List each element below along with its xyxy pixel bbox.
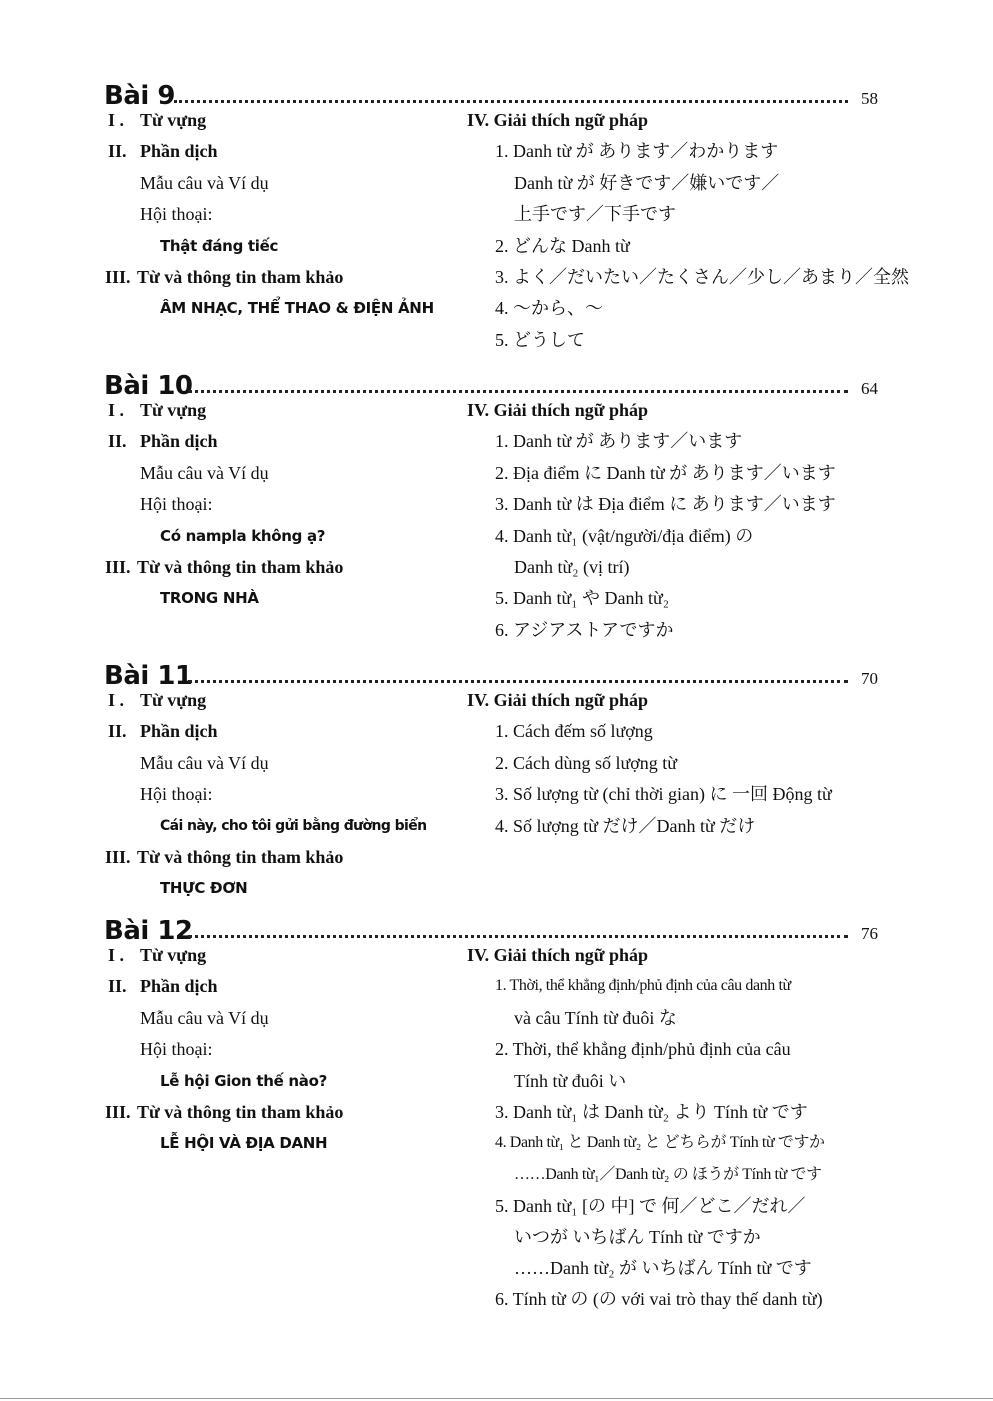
reference-topic: THỰC ĐƠN bbox=[160, 879, 248, 897]
grammar-item: 4. ～から、～ bbox=[495, 298, 603, 318]
grammar-item: Tính từ đuôi い bbox=[514, 1071, 627, 1091]
section-vocabulary: I . Từ vựng bbox=[108, 945, 207, 965]
conversation-label: Hội thoại: bbox=[140, 494, 213, 514]
section-vocabulary: I . Từ vựng bbox=[108, 400, 207, 420]
grammar-item: ……Danh từ₁／Danh từ₂ の ほうが Tính từ です bbox=[514, 1166, 822, 1183]
leader-dots bbox=[188, 680, 848, 683]
grammar-item: 4. Danh từ₁ (vật/người/địa điểm) の bbox=[495, 526, 754, 546]
leader-dots bbox=[174, 100, 848, 103]
page-number: 64 bbox=[861, 379, 878, 398]
grammar-header: IV. Giải thích ngữ pháp bbox=[467, 690, 649, 710]
conversation-title: Thật đáng tiếc bbox=[160, 237, 279, 255]
grammar-item: 1. Cách đếm số lượng bbox=[495, 721, 653, 741]
grammar-header: IV. Giải thích ngữ pháp bbox=[467, 945, 649, 965]
grammar-item: và câu Tính từ đuôi な bbox=[514, 1008, 677, 1028]
section-reference: III. Từ và thông tin tham khảo bbox=[105, 847, 344, 867]
grammar-item: 5. どうして bbox=[495, 330, 585, 350]
section-translation: II. Phần dịch bbox=[108, 976, 218, 996]
grammar-item: 3. Số lượng từ (chỉ thời gian) に 一回 Động từ bbox=[495, 784, 832, 804]
sentence-patterns: Mẫu câu và Ví dụ bbox=[140, 463, 269, 483]
conversation-title: Có nampla không ạ? bbox=[160, 527, 326, 545]
section-translation: II. Phần dịch bbox=[108, 431, 218, 451]
sentence-patterns: Mẫu câu và Ví dụ bbox=[140, 173, 269, 193]
section-reference: III. Từ và thông tin tham khảo bbox=[105, 557, 344, 577]
section-reference: III. Từ và thông tin tham khảo bbox=[105, 267, 344, 287]
bottom-rule bbox=[0, 1398, 993, 1399]
grammar-item: 3. Danh từ は Địa điểm に あります／います bbox=[495, 494, 836, 514]
grammar-item: 上手です／下手です bbox=[514, 204, 676, 224]
sentence-patterns: Mẫu câu và Ví dụ bbox=[140, 1008, 269, 1028]
grammar-header: IV. Giải thích ngữ pháp bbox=[467, 400, 649, 420]
grammar-item: 2. どんな Danh từ bbox=[495, 236, 630, 256]
grammar-header: IV. Giải thích ngữ pháp bbox=[467, 110, 649, 130]
grammar-item: ……Danh từ₂ が いちばん Tính từ です bbox=[514, 1258, 812, 1278]
reference-topic: LỄ HỘI VÀ ĐỊA DANH bbox=[160, 1134, 328, 1152]
page-number: 58 bbox=[861, 89, 878, 108]
grammar-item: 1. Danh từ が あります／わかります bbox=[495, 141, 779, 161]
reference-topic: ÂM NHẠC, THỂ THAO & ĐIỆN ẢNH bbox=[160, 299, 434, 317]
grammar-item: 4. Số lượng từ だけ／Danh từ だけ bbox=[495, 816, 756, 836]
reference-topic: TRONG NHÀ bbox=[160, 589, 259, 607]
sentence-patterns: Mẫu câu và Ví dụ bbox=[140, 753, 269, 773]
page-number: 76 bbox=[861, 924, 878, 943]
lesson-title: Bài 9 bbox=[104, 81, 175, 111]
grammar-item: Danh từ₂ (vị trí) bbox=[514, 557, 630, 577]
grammar-item: 2. Địa điểm に Danh từ が あります／います bbox=[495, 463, 836, 483]
lesson-title: Bài 10 bbox=[104, 371, 193, 401]
page-number: 70 bbox=[861, 669, 878, 688]
section-translation: II. Phần dịch bbox=[108, 721, 218, 741]
conversation-title: Lễ hội Gion thế nào? bbox=[160, 1072, 328, 1090]
conversation-label: Hội thoại: bbox=[140, 1039, 213, 1059]
section-translation: II. Phần dịch bbox=[108, 141, 218, 161]
grammar-item: 3. よく／だいたい／たくさん／少し／あまり／全然 bbox=[495, 267, 909, 287]
conversation-label: Hội thoại: bbox=[140, 784, 213, 804]
grammar-item: 4. Danh từ₁ と Danh từ₂ と どちらが Tính từ ですか bbox=[495, 1134, 825, 1151]
grammar-item: 5. Danh từ₁ や Danh từ₂ bbox=[495, 588, 670, 608]
grammar-item: 1. Danh từ が あります／います bbox=[495, 431, 743, 451]
section-vocabulary: I . Từ vựng bbox=[108, 690, 207, 710]
grammar-item: Danh từ が 好きです／嫌いです／ bbox=[514, 173, 780, 193]
section-reference: III. Từ và thông tin tham khảo bbox=[105, 1102, 344, 1122]
leader-dots bbox=[188, 390, 848, 393]
leader-dots bbox=[188, 935, 848, 938]
lesson-title: Bài 12 bbox=[104, 916, 193, 946]
grammar-item: 6. アジアストアですか bbox=[495, 620, 674, 640]
grammar-item: 1. Thời, thể khẳng định/phủ định của câu danh từ bbox=[495, 977, 791, 994]
conversation-title: Cái này, cho tôi gửi bằng đường biển bbox=[160, 818, 427, 834]
grammar-item: 2. Cách dùng số lượng từ bbox=[495, 753, 678, 773]
conversation-label: Hội thoại: bbox=[140, 204, 213, 224]
grammar-item: いつが いちばん Tính từ ですか bbox=[514, 1227, 761, 1247]
grammar-item: 5. Danh từ₁ [の 中] で 何／どこ／だれ／ bbox=[495, 1196, 806, 1216]
section-vocabulary: I . Từ vựng bbox=[108, 110, 207, 130]
grammar-item: 3. Danh từ₁ は Danh từ₂ より Tính từ です bbox=[495, 1102, 808, 1122]
grammar-item: 6. Tính từ の (の với vai trò thay thế danh từ) bbox=[495, 1289, 823, 1309]
grammar-item: 2. Thời, thể khẳng định/phủ định của câu bbox=[495, 1039, 791, 1059]
lesson-title: Bài 11 bbox=[104, 661, 193, 691]
